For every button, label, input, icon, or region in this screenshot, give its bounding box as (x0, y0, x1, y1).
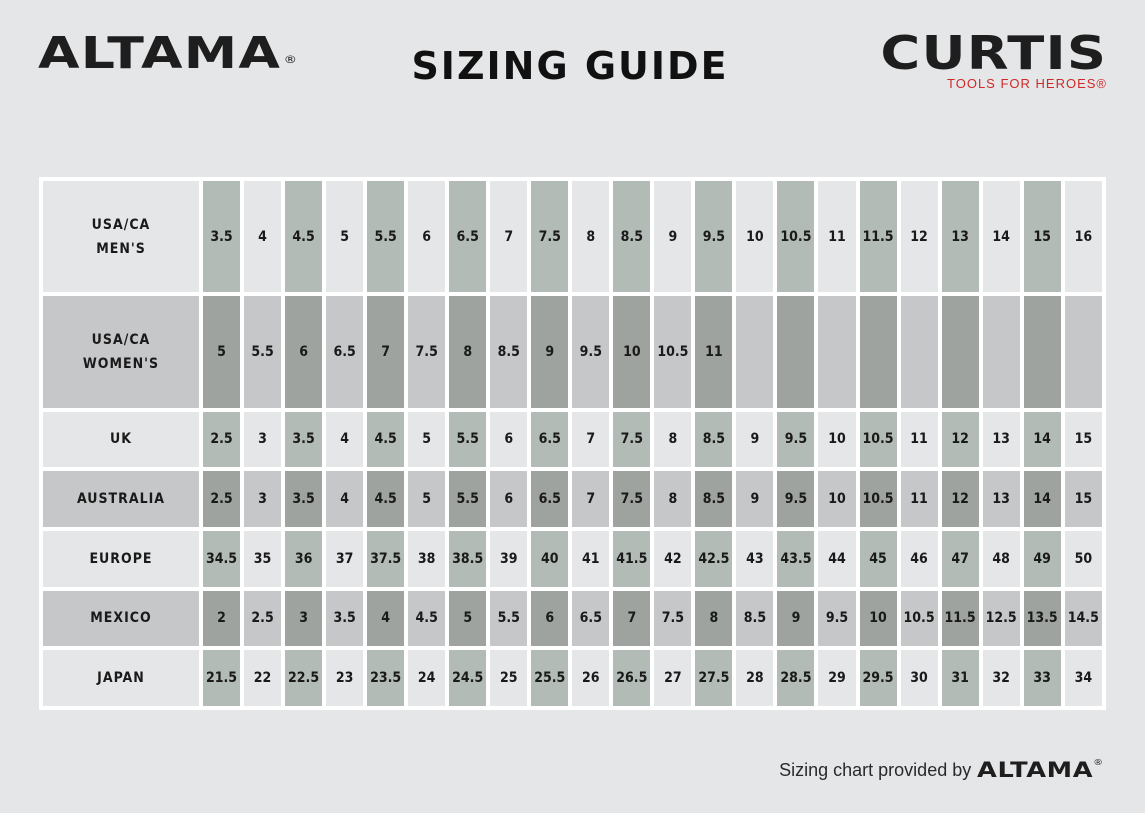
size-cell: 25 (490, 650, 527, 706)
size-cell: 14.5 (1065, 591, 1102, 647)
size-cell: 7 (572, 412, 609, 468)
size-cell: 5.5 (244, 296, 281, 407)
size-cell: 22.5 (285, 650, 322, 706)
footer-altama-text: ALTAMA (977, 758, 1094, 782)
size-cell: 41.5 (613, 531, 650, 587)
size-cell: 9 (736, 471, 773, 527)
size-cell: 6.5 (326, 296, 363, 407)
table-row (43, 296, 1102, 407)
size-cell: 29.5 (860, 650, 897, 706)
size-cell: 3 (285, 591, 322, 647)
size-cell: 6 (408, 181, 445, 292)
size-cell: 48 (983, 531, 1020, 587)
size-cell: 10.5 (901, 591, 938, 647)
size-cell: 43 (736, 531, 773, 587)
size-cell: 30 (901, 650, 938, 706)
size-cell: 9 (777, 591, 814, 647)
size-cell: 10.5 (777, 181, 814, 292)
size-cell: 23 (326, 650, 363, 706)
size-cell: 8.5 (695, 471, 732, 527)
size-cell: 7 (572, 471, 609, 527)
row-label (43, 296, 199, 407)
size-cell: 36 (285, 531, 322, 587)
curtis-logo-text: CURTIS (880, 26, 1107, 80)
size-cell: 8 (654, 471, 691, 527)
size-cell: 35 (244, 531, 281, 587)
row-label: MEXICO (43, 591, 199, 647)
size-cell (860, 296, 897, 407)
size-cell: 9.5 (695, 181, 732, 292)
sizing-table (39, 177, 1106, 710)
size-cell: 4.5 (408, 591, 445, 647)
size-cell: 14 (983, 181, 1020, 292)
size-cell: 14 (1024, 471, 1061, 527)
size-cell: 6.5 (531, 471, 568, 527)
size-cell: 10.5 (860, 471, 897, 527)
size-cell (942, 296, 979, 407)
table-row (43, 471, 1102, 527)
size-cell: 44 (818, 531, 855, 587)
size-cell: 13 (983, 471, 1020, 527)
size-cell: 37.5 (367, 531, 404, 587)
size-cell: 6 (490, 412, 527, 468)
size-cell: 5 (203, 296, 240, 407)
size-cell: 31 (942, 650, 979, 706)
size-cell: 9.5 (777, 471, 814, 527)
size-cell: 6 (531, 591, 568, 647)
row-label: AUSTRALIA (43, 471, 199, 527)
size-cell: 16 (1065, 181, 1102, 292)
size-cell: 9.5 (572, 296, 609, 407)
size-cell: 12 (901, 181, 938, 292)
size-cell: 8 (572, 181, 609, 292)
size-cell: 28 (736, 650, 773, 706)
size-cell: 11 (901, 471, 938, 527)
row-label: EUROPE (43, 531, 199, 587)
size-cell: 11.5 (860, 181, 897, 292)
size-cell: 11 (695, 296, 732, 407)
size-cell: 41 (572, 531, 609, 587)
size-cell: 4.5 (285, 181, 322, 292)
size-cell: 26.5 (613, 650, 650, 706)
size-cell: 7.5 (531, 181, 568, 292)
altama-registered-mark: ® (283, 53, 299, 66)
size-cell: 15 (1065, 471, 1102, 527)
size-cell: 2 (203, 591, 240, 647)
size-cell: 13.5 (1024, 591, 1061, 647)
size-cell: 4.5 (367, 412, 404, 468)
size-cell: 11 (901, 412, 938, 468)
row-label-line: MEN'S (96, 240, 146, 257)
size-cell: 6.5 (572, 591, 609, 647)
size-cell: 7.5 (613, 471, 650, 527)
size-cell: 34.5 (203, 531, 240, 587)
size-cell: 10 (818, 412, 855, 468)
footer-registered-mark: ® (1093, 758, 1104, 767)
size-cell: 8 (654, 412, 691, 468)
size-cell (1065, 296, 1102, 407)
size-cell: 15 (1024, 181, 1061, 292)
size-cell: 5 (326, 181, 363, 292)
size-cell: 34 (1065, 650, 1102, 706)
size-cell: 4 (367, 591, 404, 647)
size-cell: 3 (244, 471, 281, 527)
size-cell: 13 (942, 181, 979, 292)
size-cell: 24 (408, 650, 445, 706)
footer-altama-logo (977, 758, 1104, 782)
size-cell: 5.5 (367, 181, 404, 292)
size-cell: 10 (736, 181, 773, 292)
footer-text: Sizing chart provided by (779, 759, 972, 780)
page-title: SIZING GUIDE (411, 44, 729, 88)
size-cell: 28.5 (777, 650, 814, 706)
table-row (43, 650, 1102, 706)
size-cell: 32 (983, 650, 1020, 706)
size-cell: 10 (613, 296, 650, 407)
size-cell: 27.5 (695, 650, 732, 706)
size-cell: 33 (1024, 650, 1061, 706)
curtis-tagline: TOOLS FOR HEROES® (947, 76, 1107, 91)
size-cell: 5.5 (490, 591, 527, 647)
altama-logo (38, 30, 298, 78)
size-cell: 8.5 (490, 296, 527, 407)
size-cell: 46 (901, 531, 938, 587)
size-cell: 2.5 (203, 412, 240, 468)
size-cell: 12 (942, 471, 979, 527)
size-cell: 24.5 (449, 650, 486, 706)
size-cell: 5 (408, 471, 445, 527)
size-cell: 4 (326, 412, 363, 468)
size-cell: 3.5 (326, 591, 363, 647)
size-cell: 3.5 (203, 181, 240, 292)
size-cell (1024, 296, 1061, 407)
size-cell: 38 (408, 531, 445, 587)
size-cell: 7 (490, 181, 527, 292)
size-cell: 14 (1024, 412, 1061, 468)
size-cell: 7 (613, 591, 650, 647)
size-cell: 26 (572, 650, 609, 706)
size-cell: 8 (695, 591, 732, 647)
table-row (43, 531, 1102, 587)
size-cell: 9 (654, 181, 691, 292)
size-cell: 10 (860, 591, 897, 647)
size-cell: 12.5 (983, 591, 1020, 647)
row-label-line: USA/CA (91, 331, 151, 348)
size-cell: 2.5 (244, 591, 281, 647)
size-cell: 6 (285, 296, 322, 407)
size-cell: 3 (244, 412, 281, 468)
size-cell: 40 (531, 531, 568, 587)
size-cell: 8.5 (695, 412, 732, 468)
size-cell: 15 (1065, 412, 1102, 468)
size-cell: 43.5 (777, 531, 814, 587)
size-cell: 45 (860, 531, 897, 587)
size-cell: 7.5 (613, 412, 650, 468)
size-cell (736, 296, 773, 407)
size-cell: 22 (244, 650, 281, 706)
row-label-line: USA/CA (91, 216, 151, 233)
table-row (43, 181, 1102, 292)
size-cell: 50 (1065, 531, 1102, 587)
size-cell (777, 296, 814, 407)
size-cell: 6 (490, 471, 527, 527)
size-cell: 5 (449, 591, 486, 647)
row-label-line: WOMEN'S (82, 355, 160, 372)
size-cell: 47 (942, 531, 979, 587)
size-cell: 11 (818, 181, 855, 292)
size-cell: 7 (367, 296, 404, 407)
size-cell: 9.5 (818, 591, 855, 647)
size-cell: 49 (1024, 531, 1061, 587)
row-label (43, 181, 199, 292)
size-cell: 3.5 (285, 412, 322, 468)
size-cell: 9 (736, 412, 773, 468)
size-cell: 5 (408, 412, 445, 468)
footer-credit (779, 758, 1107, 782)
size-cell: 4 (326, 471, 363, 527)
row-label: UK (43, 412, 199, 468)
size-cell (818, 296, 855, 407)
size-cell: 8 (449, 296, 486, 407)
size-cell: 5.5 (449, 412, 486, 468)
size-cell: 4.5 (367, 471, 404, 527)
size-cell: 42 (654, 531, 691, 587)
size-cell: 38.5 (449, 531, 486, 587)
size-cell: 25.5 (531, 650, 568, 706)
altama-logo-text: ALTAMA (38, 28, 282, 79)
size-cell: 27 (654, 650, 691, 706)
table-row (43, 412, 1102, 468)
size-cell: 4 (244, 181, 281, 292)
size-cell: 7.5 (654, 591, 691, 647)
size-cell: 10.5 (654, 296, 691, 407)
size-cell: 39 (490, 531, 527, 587)
table-row (43, 591, 1102, 647)
size-cell: 5.5 (449, 471, 486, 527)
size-cell: 42.5 (695, 531, 732, 587)
size-cell: 13 (983, 412, 1020, 468)
size-cell: 6.5 (449, 181, 486, 292)
size-cell: 29 (818, 650, 855, 706)
size-cell: 8.5 (613, 181, 650, 292)
size-cell: 3.5 (285, 471, 322, 527)
size-cell: 37 (326, 531, 363, 587)
size-cell: 9 (531, 296, 568, 407)
size-cell: 6.5 (531, 412, 568, 468)
row-label: JAPAN (43, 650, 199, 706)
size-cell: 12 (942, 412, 979, 468)
size-cell: 8.5 (736, 591, 773, 647)
size-cell (983, 296, 1020, 407)
size-cell: 9.5 (777, 412, 814, 468)
size-cell: 2.5 (203, 471, 240, 527)
size-cell: 10 (818, 471, 855, 527)
sizing-table-body (43, 181, 1102, 706)
size-cell: 7.5 (408, 296, 445, 407)
size-cell: 23.5 (367, 650, 404, 706)
curtis-logo (880, 26, 1107, 91)
size-cell: 10.5 (860, 412, 897, 468)
size-cell: 11.5 (942, 591, 979, 647)
size-cell: 21.5 (203, 650, 240, 706)
size-cell (901, 296, 938, 407)
